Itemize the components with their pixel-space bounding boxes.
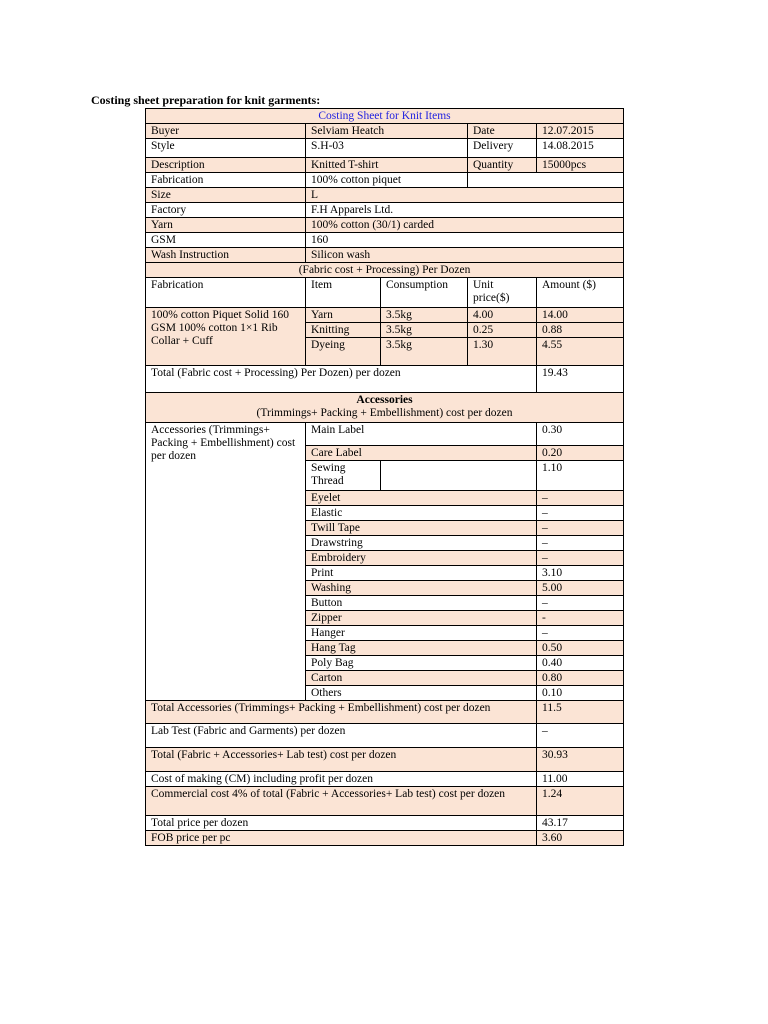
info-row-factory xyxy=(146,203,624,218)
accessory-amount: 0.40 xyxy=(537,656,624,671)
fabric-total-value: 19.43 xyxy=(537,366,624,393)
summary-label: Lab Test (Fabric and Garments) per dozen xyxy=(146,724,537,748)
summary-value: 3.60 xyxy=(537,831,624,846)
accessory-amount: – xyxy=(537,506,624,521)
info-row-yarn xyxy=(146,218,624,233)
accessory-amount: - xyxy=(537,611,624,626)
summary-label: Cost of making (CM) including profit per dozen xyxy=(146,772,537,787)
accessory-name: Care Label xyxy=(306,446,537,461)
fabric-unit-price: 1.30 xyxy=(468,338,537,366)
accessory-name: Hang Tag xyxy=(306,641,537,656)
col-amount-header: Amount ($) xyxy=(537,278,624,308)
info-row-fabrication xyxy=(146,173,624,188)
accessories-title-cell xyxy=(146,393,624,423)
factory-label: Factory xyxy=(146,203,306,218)
accessory-name: Washing xyxy=(306,581,537,596)
accessory-name: Embroidery xyxy=(306,551,537,566)
accessory-amount: – xyxy=(537,491,624,506)
accessories-left-label: Accessories (Trimmings+ Packing + Embellishment) cost per dozen xyxy=(146,423,306,701)
factory-value: F.H Apparels Ltd. xyxy=(306,203,624,218)
summary-label: Commercial cost 4% of total (Fabric + Accessories+ Lab test) cost per dozen xyxy=(146,787,537,816)
summary-value: 43.17 xyxy=(537,816,624,831)
accessory-name: Hanger xyxy=(306,626,537,641)
size-label: Size xyxy=(146,188,306,203)
fabric-unit-price: 4.00 xyxy=(468,308,537,323)
fabric-total-row xyxy=(146,366,624,393)
col-unit-price-header: Unit price($) xyxy=(468,278,537,308)
col-item-header: Item xyxy=(306,278,381,308)
style-label: Style xyxy=(146,139,306,158)
info-row-wash xyxy=(146,248,624,263)
accessory-amount: 0.50 xyxy=(537,641,624,656)
wash-value: Silicon wash xyxy=(306,248,624,263)
fabric-total-label: Total (Fabric cost + Processing) Per Dozen) per dozen xyxy=(146,366,537,393)
accessories-title: Accessories xyxy=(356,394,413,406)
accessory-name: Others xyxy=(306,686,537,701)
fabric-item: Dyeing xyxy=(306,338,381,366)
sheet-title: Costing Sheet for Knit Items xyxy=(146,109,624,124)
fabric-section-title-row xyxy=(146,263,624,278)
accessories-total-row xyxy=(146,701,624,724)
accessories-title-row xyxy=(146,393,624,423)
summary-row-fob xyxy=(146,831,624,846)
quantity-label: Quantity xyxy=(468,158,537,173)
delivery-label: Delivery xyxy=(468,139,537,158)
accessory-amount: 1.10 xyxy=(537,461,624,491)
summary-label: Total (Fabric + Accessories+ Lab test) cost per dozen xyxy=(146,748,537,772)
summary-value: 11.00 xyxy=(537,772,624,787)
summary-row-total-price xyxy=(146,816,624,831)
empty-cell xyxy=(468,173,624,188)
info-row-gsm xyxy=(146,233,624,248)
accessory-amount: 3.10 xyxy=(537,566,624,581)
wash-label: Wash Instruction xyxy=(146,248,306,263)
accessory-amount: – xyxy=(537,551,624,566)
fabric-consumption: 3.5kg xyxy=(381,323,468,338)
accessory-amount: – xyxy=(537,626,624,641)
info-row-style xyxy=(146,139,624,158)
fabric-item: Yarn xyxy=(306,308,381,323)
accessories-total-value: 11.5 xyxy=(537,701,624,724)
summary-row-lab-test xyxy=(146,724,624,748)
accessory-amount: 0.80 xyxy=(537,671,624,686)
delivery-value: 14.08.2015 xyxy=(537,139,624,158)
summary-row-commercial xyxy=(146,787,624,816)
fabric-consumption: 3.5kg xyxy=(381,308,468,323)
description-value: Knitted T-shirt xyxy=(306,158,468,173)
summary-value: 30.93 xyxy=(537,748,624,772)
accessory-name: Main Label xyxy=(306,423,537,446)
accessory-amount: 0.10 xyxy=(537,686,624,701)
empty-cell xyxy=(381,461,537,491)
accessory-amount: – xyxy=(537,536,624,551)
accessory-name: Drawstring xyxy=(306,536,537,551)
accessory-amount: – xyxy=(537,596,624,611)
accessory-name: Print xyxy=(306,566,537,581)
accessories-total-label: Total Accessories (Trimmings+ Packing + Embellishment) cost per dozen xyxy=(146,701,537,724)
summary-label: FOB price per pc xyxy=(146,831,537,846)
info-row-buyer xyxy=(146,124,624,139)
size-value: L xyxy=(306,188,624,203)
accessories-subtitle: (Trimmings+ Packing + Embellishment) cost per dozen xyxy=(256,407,513,419)
accessory-name: Zipper xyxy=(306,611,537,626)
accessory-amount: – xyxy=(537,521,624,536)
accessory-name: Elastic xyxy=(306,506,537,521)
fabrication-label: Fabrication xyxy=(146,173,306,188)
buyer-value: Selviam Heatch xyxy=(306,124,468,139)
accessory-amount: 0.20 xyxy=(537,446,624,461)
fabric-amount: 0.88 xyxy=(537,323,624,338)
accessory-name: Twill Tape xyxy=(306,521,537,536)
summary-row-total-cost xyxy=(146,748,624,772)
yarn-label: Yarn xyxy=(146,218,306,233)
summary-row-cm xyxy=(146,772,624,787)
fabric-amount: 4.55 xyxy=(537,338,624,366)
sheet-title-row xyxy=(146,109,624,124)
col-fabrication-header: Fabrication xyxy=(146,278,306,308)
yarn-value: 100% cotton (30/1) carded xyxy=(306,218,624,233)
accessory-name: Sewing Thread xyxy=(306,461,381,491)
accessory-amount: 5.00 xyxy=(537,581,624,596)
fabric-consumption: 3.5kg xyxy=(381,338,468,366)
accessory-name: Carton xyxy=(306,671,537,686)
date-value: 12.07.2015 xyxy=(537,124,624,139)
description-label: Description xyxy=(146,158,306,173)
buyer-label: Buyer xyxy=(146,124,306,139)
col-consumption-header: Consumption xyxy=(381,278,468,308)
fabric-unit-price: 0.25 xyxy=(468,323,537,338)
fabric-description: 100% cotton Piquet Solid 160 GSM 100% cotton 1×1 Rib Collar + Cuff xyxy=(146,308,306,366)
fabric-row-yarn xyxy=(146,308,624,323)
info-row-size xyxy=(146,188,624,203)
quantity-value: 15000pcs xyxy=(537,158,624,173)
info-row-description xyxy=(146,158,624,173)
accessory-name: Eyelet xyxy=(306,491,537,506)
fabric-header-row xyxy=(146,278,624,308)
costing-sheet-table xyxy=(145,108,624,846)
date-label: Date xyxy=(468,124,537,139)
summary-value: 1.24 xyxy=(537,787,624,816)
fabric-section-title: (Fabric cost + Processing) Per Dozen xyxy=(146,263,624,278)
gsm-label: GSM xyxy=(146,233,306,248)
gsm-value: 160 xyxy=(306,233,624,248)
accessory-name: Poly Bag xyxy=(306,656,537,671)
summary-value: – xyxy=(537,724,624,748)
page-heading: Costing sheet preparation for knit garments: xyxy=(91,93,321,107)
accessory-row xyxy=(146,423,624,446)
fabric-item: Knitting xyxy=(306,323,381,338)
accessory-amount: 0.30 xyxy=(537,423,624,446)
fabric-amount: 14.00 xyxy=(537,308,624,323)
summary-label: Total price per dozen xyxy=(146,816,537,831)
style-value: S.H-03 xyxy=(306,139,468,158)
accessory-name: Button xyxy=(306,596,537,611)
fabrication-value: 100% cotton piquet xyxy=(306,173,468,188)
